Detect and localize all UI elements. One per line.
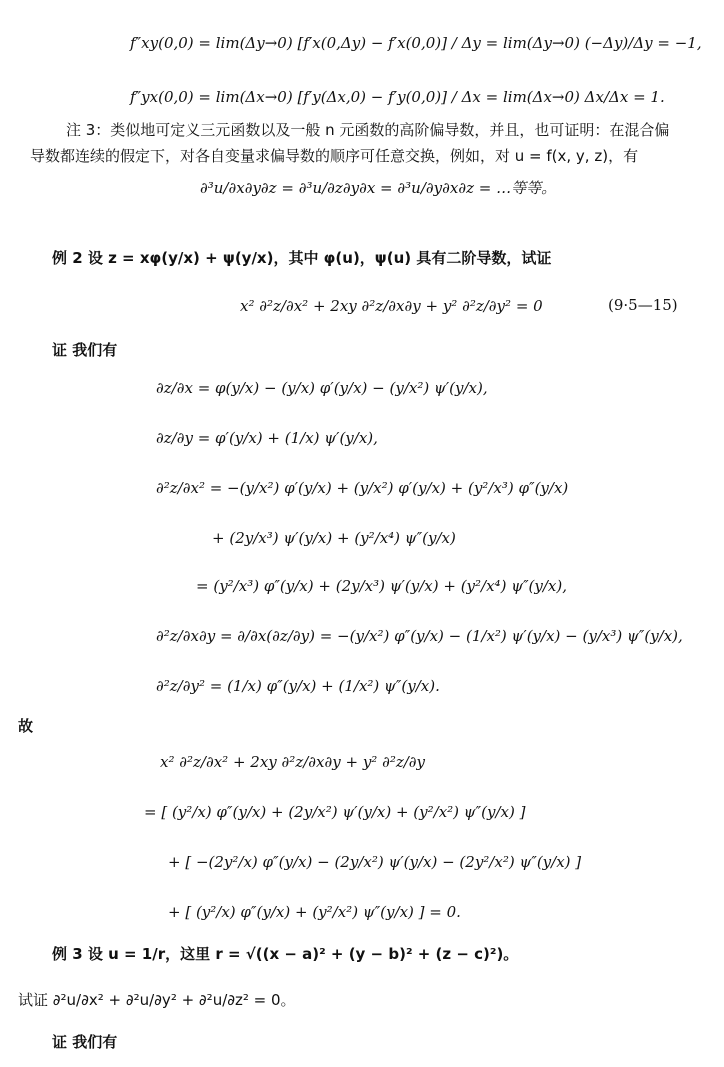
note-3-line-1: 注 3：类似地可定义三元函数以及一般 n 元函数的高阶偏导数，并且，也可证明：在混合偏	[66, 121, 670, 139]
example-3-claim: 试证 ∂²u/∂x² + ∂²u/∂y² + ∂²u/∂z² = 0。	[18, 991, 296, 1009]
formula-fyx: f″yx(0,0) = lim(Δx→0) [f′y(Δx,0) − f′y(0,0)] / Δx = lim(Δx→0) Δx/Δx = 1.	[130, 88, 665, 106]
proof-intro-2: 证 我们有	[52, 1033, 118, 1051]
dz-dy: ∂z/∂y = φ′(y/x) + (1/x) ψ′(y/x),	[156, 429, 378, 447]
formula-fxy: f″xy(0,0) = lim(Δy→0) [f′x(0,Δy) − f′x(0,0)] / Δy = lim(Δy→0) (−Δy)/Δy = −1,	[130, 34, 702, 52]
sum-bracket-1: = [ (y²/x) φ″(y/x) + (2y/x²) ψ′(y/x) + (y²/x²) ψ″(y/x) ]	[144, 803, 526, 821]
sum-expression: x² ∂²z/∂x² + 2xy ∂²z/∂x∂y + y² ∂²z/∂y	[160, 753, 426, 771]
example-2-statement: 例 2 设 z = xφ(y/x) + ψ(y/x)，其中 φ(u)，ψ(u) 具有二阶导数，试证	[52, 249, 552, 267]
equation-number: (9·5—15)	[608, 296, 678, 314]
note-3-line-2: 导数都连续的假定下，对各自变量求偏导数的顺序可任意交换，例如，对 u = f(x, y, z)，有	[30, 147, 639, 165]
sum-bracket-2: + [ −(2y²/x) φ″(y/x) − (2y/x²) ψ′(y/x) − (2y²/x²) ψ″(y/x) ]	[168, 853, 582, 871]
example-3-statement: 例 3 设 u = 1/r，这里 r = √((x − a)² + (y − b)² + (z − c)²)。	[52, 945, 519, 963]
d2z-dxdy: ∂²z/∂x∂y = ∂/∂x(∂z/∂y) = −(y/x²) φ″(y/x) − (1/x²) ψ′(y/x) − (y/x³) ψ″(y/x),	[156, 627, 683, 645]
mixed-partial-order-formula: ∂³u/∂x∂y∂z = ∂³u/∂z∂y∂x = ∂³u/∂y∂x∂z = …等等。	[200, 179, 557, 197]
sum-bracket-3: + [ (y²/x) φ″(y/x) + (y²/x²) ψ″(y/x) ] = 0.	[168, 903, 461, 921]
proof-intro-1: 证 我们有	[52, 341, 118, 359]
d2z-dx2-line-2: + (2y/x³) ψ′(y/x) + (y²/x⁴) ψ″(y/x)	[212, 529, 456, 547]
dz-dx: ∂z/∂x = φ(y/x) − (y/x) φ′(y/x) − (y/x²) ψ′(y/x),	[156, 379, 488, 397]
example-2-identity: x² ∂²z/∂x² + 2xy ∂²z/∂x∂y + y² ∂²z/∂y² = 0	[240, 297, 543, 315]
d2z-dy2: ∂²z/∂y² = (1/x) φ″(y/x) + (1/x²) ψ″(y/x).	[156, 677, 440, 695]
d2z-dx2-line-1: ∂²z/∂x² = −(y/x²) φ′(y/x) + (y/x²) φ′(y/x) + (y²/x³) φ″(y/x)	[156, 479, 569, 497]
d2z-dx2-line-3: = (y²/x³) φ″(y/x) + (2y/x³) ψ′(y/x) + (y²/x⁴) ψ″(y/x),	[196, 577, 568, 595]
therefore-label: 故	[18, 717, 34, 735]
